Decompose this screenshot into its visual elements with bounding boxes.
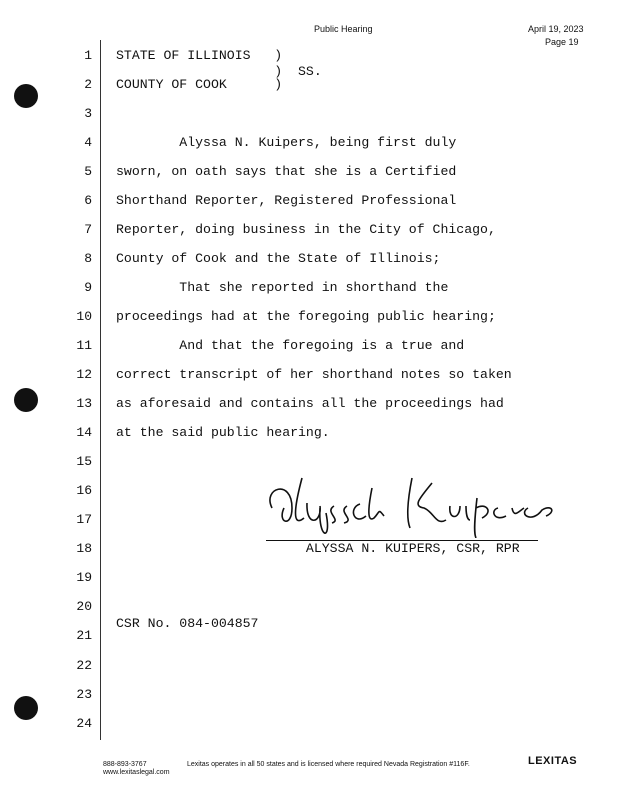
transcript-line: ALYSSA N. KUIPERS, CSR, RPR: [116, 541, 520, 556]
margin-rule: [100, 40, 101, 740]
lexitas-logo: LEXITAS: [528, 755, 578, 767]
line-number: 11: [76, 338, 92, 353]
line-number: 7: [84, 222, 92, 237]
transcript-line: County of Cook and the State of Illinois;: [116, 251, 441, 266]
line-number: 20: [76, 599, 92, 614]
page-number: Page 19: [545, 37, 579, 47]
transcript-line: That she reported in shorthand the: [116, 280, 449, 295]
transcript-line: sworn, on oath says that she is a Certified: [116, 164, 457, 179]
line-number: 21: [76, 628, 92, 643]
line-number: 10: [76, 309, 92, 324]
line-number: 6: [84, 193, 92, 208]
transcript-line: ) SS.: [116, 64, 322, 79]
line-number: 15: [76, 454, 92, 469]
header-date: April 19, 2023: [528, 24, 584, 34]
line-number: 1: [84, 48, 92, 63]
line-number: 3: [84, 106, 92, 121]
line-number: 24: [76, 716, 92, 731]
transcript-line: CSR No. 084-004857: [116, 616, 259, 631]
line-number: 9: [84, 280, 92, 295]
line-number: 12: [76, 367, 92, 382]
header-title: Public Hearing: [314, 24, 373, 34]
transcript-line: proceedings had at the foregoing public hearing;: [116, 309, 496, 324]
line-number: 13: [76, 396, 92, 411]
footer-notice: Lexitas operates in all 50 states and is licensed where required Nevada Registration #116F.: [187, 761, 470, 768]
line-number: 23: [76, 687, 92, 702]
line-number: 17: [76, 512, 92, 527]
transcript-line: correct transcript of her shorthand notes so taken: [116, 367, 512, 382]
line-number: 4: [84, 135, 92, 150]
line-number: 5: [84, 164, 92, 179]
transcript-line: And that the foregoing is a true and: [116, 338, 465, 353]
footer-website: www.lexitaslegal.com: [103, 769, 170, 776]
line-number: 22: [76, 658, 92, 673]
line-number: 14: [76, 425, 92, 440]
binder-hole-bottom: [14, 696, 38, 720]
line-number: 18: [76, 541, 92, 556]
signature: [262, 468, 562, 538]
line-number: 19: [76, 570, 92, 585]
line-number: 16: [76, 483, 92, 498]
transcript-line: at the said public hearing.: [116, 425, 330, 440]
transcript-line: Shorthand Reporter, Registered Professional: [116, 193, 457, 208]
signature-line: [266, 540, 538, 541]
transcript-line: Alyssa N. Kuipers, being first duly: [116, 135, 457, 150]
transcript-line: COUNTY OF COOK ): [116, 77, 283, 92]
binder-hole-middle: [14, 388, 38, 412]
line-number: 8: [84, 251, 92, 266]
line-number: 2: [84, 77, 92, 92]
transcript-line: Reporter, doing business in the City of Chicago,: [116, 222, 496, 237]
binder-hole-top: [14, 84, 38, 108]
transcript-line: as aforesaid and contains all the proceedings had: [116, 396, 504, 411]
transcript-line: STATE OF ILLINOIS ): [116, 48, 283, 63]
footer-phone: 888-893-3767: [103, 761, 147, 768]
